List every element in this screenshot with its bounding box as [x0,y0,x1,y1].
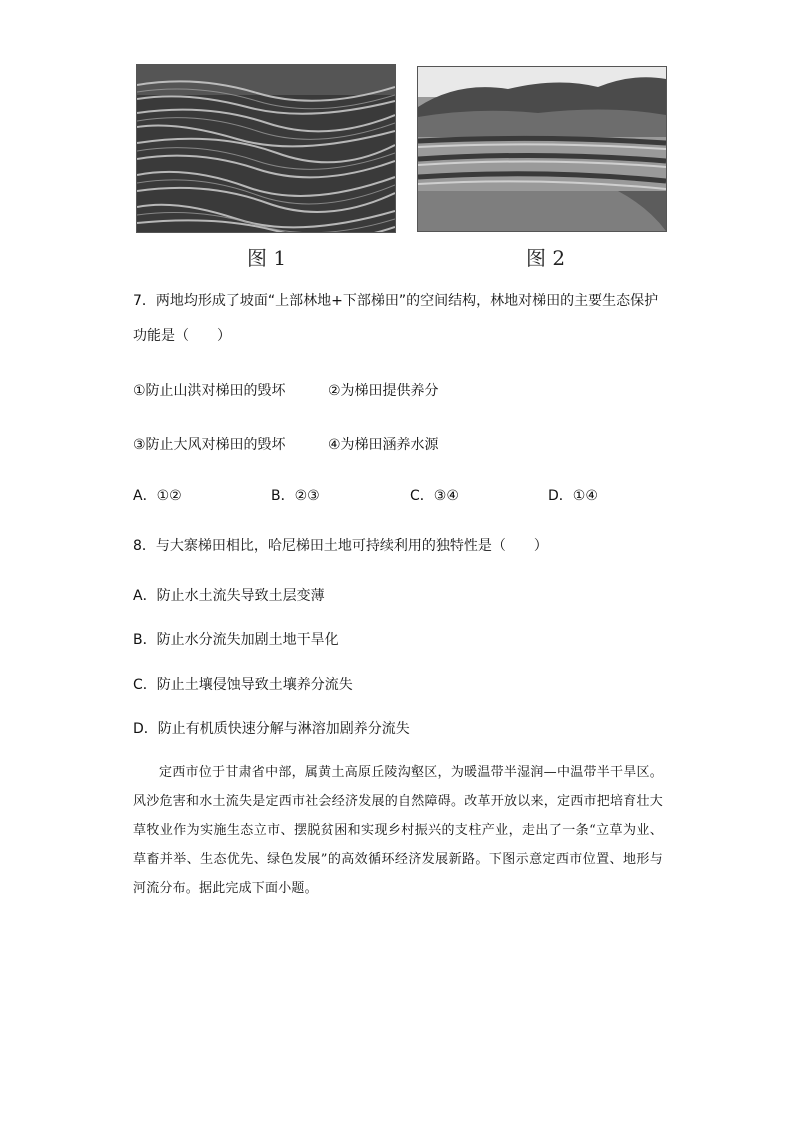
question-7-stem-line-1: 7．两地均形成了坡面“上部林地+下部梯田”的空间结构，林地对梯田的主要生态保护 [133,293,659,309]
question-7-option-a[interactable]: A．①② [133,488,182,504]
question-7-item-4: ④为梯田涵养水源 [328,437,439,453]
question-7-option-b[interactable]: B．②③ [271,488,320,504]
question-7-option-d[interactable]: D．①④ [548,488,598,504]
figure-2-photo [417,66,667,232]
figure-1-caption: 图 1 [247,246,287,270]
question-8-option-b[interactable]: B．防止水分流失加剧土地干旱化 [133,632,339,648]
figure-1-photo [136,64,396,233]
question-7-stem-line-2: 功能是（ ） [133,328,231,344]
question-8-option-d[interactable]: D．防止有机质快速分解与淋溶加剧养分流失 [133,721,410,737]
question-7-item-2: ②为梯田提供养分 [328,383,439,399]
question-7-item-1: ①防止山洪对梯田的毁坏 [133,383,286,399]
terrace-photo-1-image [137,65,395,232]
reading-passage: 定西市位于甘肃省中部，属黄土高原丘陵沟壑区，为暖温带半湿润—中温带半干旱区。风沙危害和水土流失是定西市社会经济发展的自然障碍。改革开放以来，定西市把培育壮大草牧业作为实施生态立市、摆脱贫困和实现乡村振兴的支柱产业，走出了一条“立草为业、草畜并举、生态优先、绿色发展”的高效循环经济发展新路。下图示意定西市位置、地形与河流分布。据此完成下面小题。 [133,765,663,896]
question-8-option-a[interactable]: A．防止水土流失导致土层变薄 [133,588,325,604]
question-8-option-c[interactable]: C．防止土壤侵蚀导致土壤养分流失 [133,677,353,693]
question-7-item-3: ③防止大风对梯田的毁坏 [133,437,286,453]
question-7-option-c[interactable]: C．③④ [410,488,459,504]
question-8-stem: 8．与大寨梯田相比，哈尼梯田土地可持续利用的独特性是（ ） [133,538,548,554]
terrace-photo-2-image [418,67,666,231]
figure-2-caption: 图 2 [526,246,566,270]
